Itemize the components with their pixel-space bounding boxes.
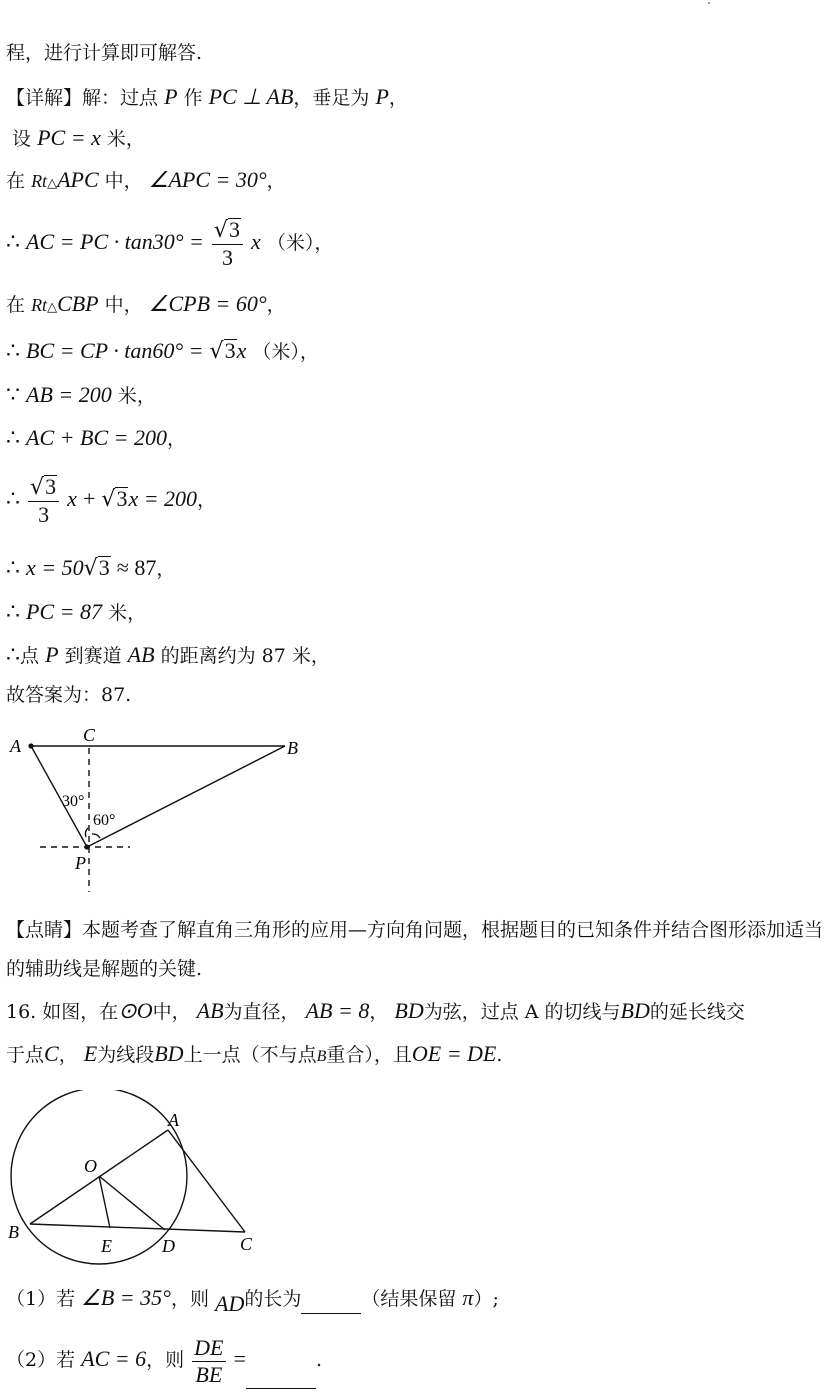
detail-tag: 【详解】 <box>6 87 83 109</box>
fraction-sqrt3-over-3: $\frac{√3}{3}$ <box>212 218 243 271</box>
triangle1-line: 在 Rt△APC 中， ∠APC = 30°， <box>6 167 286 192</box>
fig2-label-o: O <box>84 1156 97 1176</box>
eq-sum: ∴ $\frac{√3}{3}$ x + √3x = 200， <box>6 473 217 527</box>
fig1-label-a: A <box>10 736 21 756</box>
fig2-label-e: E <box>101 1236 112 1256</box>
distance-line: ∴点 P 到赛道 AB 的距离约为 87 米， <box>6 642 330 667</box>
q16-line1: 16. 如图，在⊙O中， AB为直径， AB = 8， BD为弦，过点 A 的切线与BD的延长线交 <box>6 998 745 1023</box>
triangle2-line: 在 Rt△CBP 中， ∠CPB = 60°， <box>6 291 286 316</box>
comment-block: 【点睛】本题考查了解直角三角形的应用—方向角问题，根据题目的已知条件并结合图形添加适当的辅助线是解题的关键. <box>6 919 824 980</box>
ab-given: ∵ AB = 200 米， <box>6 382 156 407</box>
fraction-de-over-be: $\frac{DE}{BE}$ <box>194 1334 224 1387</box>
detail-intro: 【详解】解：过点 P 作 PC ⊥ AB，垂足为 P， <box>6 84 408 109</box>
fig1-label-p: P <box>75 853 86 873</box>
fig2-label-b: B <box>8 1222 19 1242</box>
fig1-angle-30: 30° <box>62 793 85 810</box>
fig2-label-d: D <box>162 1236 175 1256</box>
circle-figure <box>0 1090 280 1268</box>
fig2-label-c: C <box>240 1234 253 1254</box>
q16-sub2: （2）若 AC = 6，则 $\frac{DE}{BE}$ = . <box>6 1330 828 1389</box>
top-text: 程，进行计算即可解答. <box>6 42 203 64</box>
fraction-sqrt3-over-3-b: $\frac{√3}{3}$ <box>28 475 59 528</box>
fig1-label-b: B <box>287 738 298 758</box>
answer-line: 故答案为：87. <box>6 684 132 706</box>
fig1-label-c: C <box>83 725 96 745</box>
q16-line2: 于点C， E为线段BD上一点（不与点B重合），且OE = DE. <box>6 1041 503 1066</box>
comment-tag: 【点睛】 <box>6 919 83 941</box>
fig1-angle-60: 60° <box>93 812 116 829</box>
eq-ac: ∴ AC = PC · tan30° = $\frac{√3}{3}$ x （米）， <box>6 216 334 270</box>
set-line: 设 PC = x 米， <box>12 125 145 150</box>
x-value: ∴ x = 50√3 ≈ 87， <box>6 555 176 581</box>
scan-dot <box>708 2 710 4</box>
answer-blank-1[interactable] <box>301 1293 361 1314</box>
arc-ad: AD <box>215 1291 245 1316</box>
ac-plus-bc: ∴ AC + BC = 200， <box>6 425 186 450</box>
answer-blank-2[interactable] <box>246 1368 316 1389</box>
pc-value: ∴ PC = 87 米， <box>6 599 147 624</box>
eq-bc: ∴ BC = CP · tan60° = √3x （米）， <box>6 338 319 364</box>
triangle-figure <box>0 722 320 900</box>
q16-sub1: （1）若 ∠B = 35°，则 AD的长为 （结果保留 π）; <box>6 1285 499 1316</box>
fig2-label-a: A <box>168 1110 179 1130</box>
